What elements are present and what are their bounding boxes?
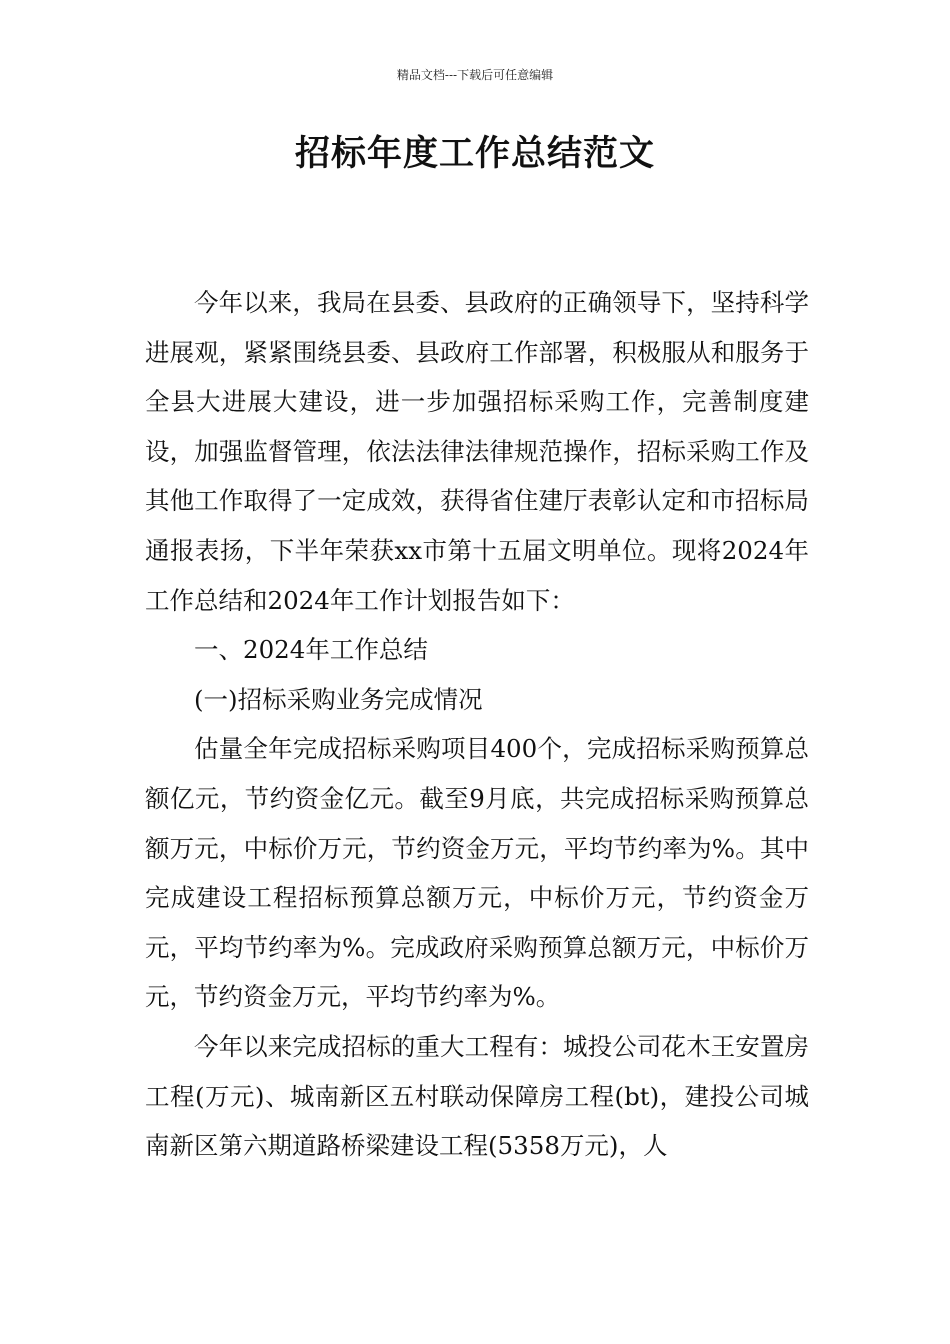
document-title: 招标年度工作总结范文: [294, 134, 655, 174]
section-heading: 一、2024年工作总结: [194, 635, 428, 665]
subsection-heading: (一)招标采购业务完成情况: [194, 684, 483, 714]
paragraph-statistics: 估量全年完成招标采购项目400个，完成招标采购预算总额亿元，节约资金亿元。截至9月底，共完成招标采购预算总额万元，中标价万元，节约资金万元，平均节约率为%。其中完成建设工程招标预算总额万元，中标价万元，节约资金万元，平均节约率为%。完成政府采购预算总额万元，中标价万元，节约资金万元，平均节约率为%。: [145, 734, 809, 1012]
document-body: [145, 278, 809, 1171]
page-header-note: 精品文档---下载后可任意编辑: [396, 68, 554, 82]
paragraph-major-projects: 今年以来完成招标的重大工程有：城投公司花木王安置房工程(万元)、城南新区五村联动保障房工程(bt)，建投公司城南新区第六期道路桥梁建设工程(5358万元)，人: [145, 1031, 809, 1161]
paragraph-intro: 今年以来，我局在县委、县政府的正确领导下，坚持科学进展观，紧紧围绕县委、县政府工作部署，积极服从和服务于全县大进展大建设，进一步加强招标采购工作，完善制度建设，加强监督管理，依法法律法律规范操作，招标采购工作及其他工作取得了一定成效，获得省住建厅表彰认定和市招标局通报表扬，下半年荣获xx市第十五届文明单位。现将2024年工作总结和2024年工作计划报告如下：: [145, 288, 809, 615]
